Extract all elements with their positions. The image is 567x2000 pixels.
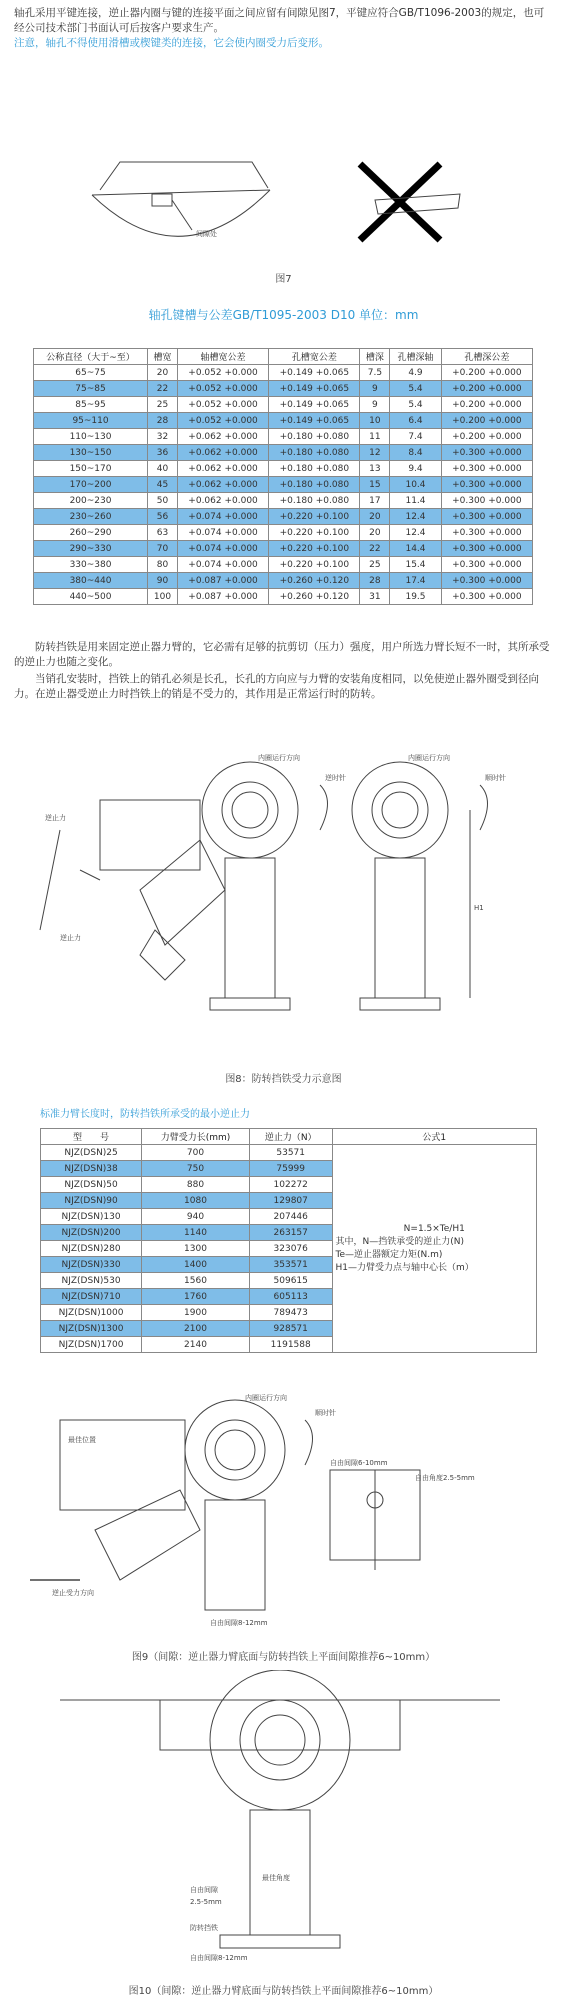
table-cell: 10.4 [390,477,441,493]
table-cell: 290~330 [34,541,148,557]
table-header-cell: 槽深 [360,349,390,365]
table-cell: NJZ(DSN)1300 [41,1321,142,1337]
table-cell: 8.4 [390,445,441,461]
table-cell: 13 [360,461,390,477]
table-row [34,477,533,493]
table-cell: +0.300 +0.000 [441,541,532,557]
fig9-pos-label: 最佳位置 [68,1436,96,1444]
table-cell: +0.149 +0.065 [269,397,360,413]
table-cell: 129807 [249,1193,332,1209]
table-cell: +0.052 +0.000 [177,397,268,413]
table-cell: 65~75 [34,365,148,381]
table-cell: 102272 [249,1177,332,1193]
table-cell: 95~110 [34,413,148,429]
table-cell: +0.200 +0.000 [441,365,532,381]
table-cell: +0.180 +0.080 [269,461,360,477]
fig8-h1-label: H1 [474,904,484,912]
table-cell: +0.087 +0.000 [177,589,268,605]
table-cell: 207446 [249,1209,332,1225]
table-cell: +0.300 +0.000 [441,525,532,541]
table-cell: +0.149 +0.065 [269,365,360,381]
table-header-cell: 公称直径（大于~至） [34,349,148,365]
table-row [34,413,533,429]
table-cell: 15.4 [390,557,441,573]
table-cell: +0.200 +0.000 [441,429,532,445]
fig8-right-backstop-drawing [352,762,470,1010]
table-cell: 1140 [142,1225,250,1241]
table-cell: +0.300 +0.000 [441,477,532,493]
table-cell: 1080 [142,1193,250,1209]
table-cell: +0.300 +0.000 [441,573,532,589]
table-cell: 17.4 [390,573,441,589]
table-cell: 70 [148,541,178,557]
formula-line: Te—逆止器额定力矩(N.m) [335,1250,443,1260]
table-cell: 19.5 [390,589,441,605]
table-cell: +0.180 +0.080 [269,429,360,445]
table-cell: 380~440 [34,573,148,589]
table-cell: NJZ(DSN)200 [41,1225,142,1241]
table-cell: +0.087 +0.000 [177,573,268,589]
table-cell: NJZ(DSN)50 [41,1177,142,1193]
fig10-stop-label: 防转挡铁 [190,1924,218,1932]
keyway-tolerance-table [33,348,533,605]
table-cell: 12.4 [390,525,441,541]
formula-line: N=1.5×Te/H1 [403,1224,465,1234]
formula-cell [332,1145,536,1353]
table-cell: 40 [148,461,178,477]
fig8-cw-label: 顺时针 [485,774,506,782]
ccw-arrow-icon [320,785,328,830]
table-row [34,557,533,573]
table-row [34,365,533,381]
table-row [34,381,533,397]
table-cell: 2140 [142,1337,250,1353]
formula-line: H1—力臂受力点与轴中心长（m） [335,1263,474,1273]
table-cell: 56 [148,509,178,525]
table-cell: 170~200 [34,477,148,493]
table-cell: +0.300 +0.000 [441,493,532,509]
table-cell: +0.074 +0.000 [177,509,268,525]
table-cell: 940 [142,1209,250,1225]
table-cell: +0.300 +0.000 [441,557,532,573]
table-cell: 100 [148,589,178,605]
fig8-inner-label-right: 内圈运行方向 [408,754,450,762]
table-cell: +0.220 +0.100 [269,509,360,525]
table-cell: 75999 [249,1161,332,1177]
table-cell: +0.052 +0.000 [177,381,268,397]
table-cell: 17 [360,493,390,509]
table-row [34,493,533,509]
table-cell: 14.4 [390,541,441,557]
stopper-paragraph-1: 防转挡铁是用来固定逆止器力臂的，它必需有足够的抗剪切（压力）强度，用户所选力臂长短不一时，其所承受的逆止力也随之变化。 [14,641,550,668]
table-row [34,445,533,461]
fig7-caption: 图7 [275,274,292,285]
table-header-cell: 孔槽深轴 [390,349,441,365]
table-cell: 440~500 [34,589,148,605]
table-cell: 9.4 [390,461,441,477]
table-cell: 12.4 [390,509,441,525]
table-cell: 110~130 [34,429,148,445]
table-cell: 230~260 [34,509,148,525]
table-cell: 5.4 [390,381,441,397]
table-cell: NJZ(DSN)710 [41,1289,142,1305]
table-cell: +0.300 +0.000 [441,509,532,525]
table-cell: +0.062 +0.000 [177,493,268,509]
table-cell: 789473 [249,1305,332,1321]
fig10-illustration [0,1670,567,1970]
fig10-gap2-label: 自由间隙8-12mm [190,1954,248,1962]
table-cell: 353571 [249,1257,332,1273]
intro-warning: 注意，轴孔不得使用滑槽或楔键类的连接，它会使内圈受力后变形。 [14,37,329,49]
table-header-cell: 孔槽深公差 [441,349,532,365]
fig8-force-label-a: 逆止力 [45,814,66,822]
table-cell: 75~85 [34,381,148,397]
table-cell: +0.200 +0.000 [441,413,532,429]
table-cell: +0.180 +0.080 [269,477,360,493]
intro-paragraph [14,6,554,51]
table-cell: 1760 [142,1289,250,1305]
table-cell: 10 [360,413,390,429]
table-header-cell: 型 号 [41,1129,142,1145]
fig8-caption: 图8：防转挡铁受力示意图 [225,1074,342,1085]
table-cell: 750 [142,1161,250,1177]
table-cell: 1191588 [249,1337,332,1353]
table-cell: 11.4 [390,493,441,509]
table-cell: 130~150 [34,445,148,461]
table-cell: 28 [148,413,178,429]
fig9-caption: 图9（间隙：逆止器力臂底面与防转挡铁上平面间隙推荐6~10mm） [131,1652,436,1663]
fig10-free-gap-value: 2.5-5mm [190,1898,222,1906]
table-cell: +0.052 +0.000 [177,365,268,381]
table-cell: NJZ(DSN)1000 [41,1305,142,1321]
table-cell: 7.4 [390,429,441,445]
table-cell: 6.4 [390,413,441,429]
table-cell: 263157 [249,1225,332,1241]
table-row [34,429,533,445]
table-cell: 53571 [249,1145,332,1161]
fig9-gap2-label: 自由间隙8-12mm [210,1619,268,1627]
table-row [34,573,533,589]
fig8-illustration [0,730,567,1060]
stopper-force-table [40,1128,537,1353]
table1-title: 轴孔键槽与公差GB/T1095-2003 D10 单位：mm [148,308,419,322]
table-cell: 12 [360,445,390,461]
table-cell: NJZ(DSN)330 [41,1257,142,1273]
table-cell: 1900 [142,1305,250,1321]
table-cell: 330~380 [34,557,148,573]
fig10-free-gap-label: 自由间隙 [190,1886,218,1894]
fig9-backstop-drawing [30,1400,285,1610]
fig9-inner-label: 内圈运行方向 [245,1394,287,1402]
table-row [34,509,533,525]
table-cell: +0.149 +0.065 [269,381,360,397]
table-cell: +0.074 +0.000 [177,557,268,573]
fig9-free-gap-label: 自由间隙6-10mm [330,1459,388,1467]
table-cell: 85~95 [34,397,148,413]
table-cell: 50 [148,493,178,509]
table-cell: +0.062 +0.000 [177,429,268,445]
fig7-wrong-key-drawing [360,164,460,240]
table-cell: +0.200 +0.000 [441,397,532,413]
table-cell: 25 [148,397,178,413]
table-cell: 90 [148,573,178,589]
table-cell: 150~170 [34,461,148,477]
table-cell: NJZ(DSN)130 [41,1209,142,1225]
fig9-force-label: 逆止受力方向 [52,1589,94,1597]
fig8-left-backstop-drawing [40,762,298,1010]
stopper-paragraph-2: 当销孔安装时，挡铁上的销孔必须是长孔，长孔的方向应与力臂的安装角度相同，以免使逆止器外圈受到径向力。在逆止器受逆止力时挡铁上的销是不受力的，其作用是正常运行时的防转。 [14,673,539,700]
table-row [41,1145,537,1161]
table-row [34,589,533,605]
fig8-ccw-label: 逆时针 [325,774,346,782]
table-header-cell: 公式1 [332,1129,536,1145]
table-cell: 9 [360,397,390,413]
intro-text: 轴孔采用平键连接，逆止器内圈与键的连接平面之间应留有间隙见图7，平键应符合GB/T1096-2003的规定，也可经公司技术部门书面认可后按客户要求生产。 [14,7,545,34]
table-header-cell: 槽宽 [148,349,178,365]
cw-arrow-icon [480,785,488,830]
table-cell: 1300 [142,1241,250,1257]
fig9-free-angle-label: 自由角度2.5-5mm [415,1474,475,1482]
table-cell: NJZ(DSN)530 [41,1273,142,1289]
table-cell: NJZ(DSN)280 [41,1241,142,1257]
fig8-inner-label-left: 内圈运行方向 [258,754,300,762]
table-cell: 45 [148,477,178,493]
table-cell: 928571 [249,1321,332,1337]
table-cell: NJZ(DSN)38 [41,1161,142,1177]
table-cell: 20 [360,525,390,541]
fig10-pos-label: 最佳角度 [262,1874,290,1882]
table-cell: +0.062 +0.000 [177,445,268,461]
fig9-detail-drawing [330,1470,420,1570]
table-cell: +0.062 +0.000 [177,461,268,477]
fig9-illustration [0,1380,567,1640]
table-cell: +0.200 +0.000 [441,381,532,397]
cw-arrow-icon [305,1420,313,1465]
table-cell: +0.052 +0.000 [177,413,268,429]
table-header-row [41,1129,537,1145]
table-cell: +0.220 +0.100 [269,525,360,541]
table-cell: 700 [142,1145,250,1161]
table-cell: +0.062 +0.000 [177,477,268,493]
table2-subtitle: 标准力臂长度时，防转挡铁所承受的最小逆止力 [40,1109,250,1120]
table-cell: +0.180 +0.080 [269,493,360,509]
fig7-gap-label: 间隙处 [196,230,217,238]
table-cell: NJZ(DSN)1700 [41,1337,142,1353]
table-cell: 7.5 [360,365,390,381]
table-cell: 25 [360,557,390,573]
table-cell: NJZ(DSN)25 [41,1145,142,1161]
table-header-cell: 轴槽宽公差 [177,349,268,365]
table-cell: +0.220 +0.100 [269,557,360,573]
table-cell: 80 [148,557,178,573]
table-cell: +0.220 +0.100 [269,541,360,557]
table-cell: 880 [142,1177,250,1193]
table-cell: +0.260 +0.120 [269,573,360,589]
table-cell: +0.260 +0.120 [269,589,360,605]
fig9-cw-label: 顺时针 [315,1409,336,1417]
table-cell: 20 [148,365,178,381]
table-header-cell: 孔槽宽公差 [269,349,360,365]
fig7-shaft-keyway-drawing [92,162,270,236]
table-cell: +0.300 +0.000 [441,461,532,477]
table-cell: +0.074 +0.000 [177,525,268,541]
table-row [34,525,533,541]
table-cell: 20 [360,509,390,525]
table-cell: 15 [360,477,390,493]
formula-line: 其中，N—挡铁承受的逆止力(N) [335,1237,465,1247]
table-cell: 605113 [249,1289,332,1305]
table-cell: +0.074 +0.000 [177,541,268,557]
table-cell: +0.300 +0.000 [441,445,532,461]
table-row [34,541,533,557]
table-cell: 2100 [142,1321,250,1337]
table-cell: 509615 [249,1273,332,1289]
table-cell: 63 [148,525,178,541]
table-cell: NJZ(DSN)90 [41,1193,142,1209]
fig10-caption: 图10（间隙：逆止器力臂底面与防转挡铁上平面间隙推荐6~10mm） [128,1986,439,1997]
fig8-force-label-b: 逆止力 [60,934,81,942]
table-cell: +0.300 +0.000 [441,589,532,605]
table-cell: 4.9 [390,365,441,381]
table-row [34,397,533,413]
fig7-illustration [0,150,567,260]
table-cell: 28 [360,573,390,589]
table-header-cell: 力臂受力长(mm) [142,1129,250,1145]
table-cell: 1400 [142,1257,250,1273]
table-cell: 36 [148,445,178,461]
table-cell: 5.4 [390,397,441,413]
table-cell: 1560 [142,1273,250,1289]
table-header-row [34,349,533,365]
table-cell: 11 [360,429,390,445]
table-cell: 32 [148,429,178,445]
table-header-cell: 逆止力（N） [249,1129,332,1145]
table-cell: 22 [148,381,178,397]
table-cell: +0.180 +0.080 [269,445,360,461]
table-row [34,461,533,477]
table-cell: +0.149 +0.065 [269,413,360,429]
table-cell: 200~230 [34,493,148,509]
table-cell: 323076 [249,1241,332,1257]
table-cell: 22 [360,541,390,557]
table-cell: 31 [360,589,390,605]
table-cell: 9 [360,381,390,397]
fig10-backstop-drawing [60,1670,500,1948]
table-cell: 260~290 [34,525,148,541]
